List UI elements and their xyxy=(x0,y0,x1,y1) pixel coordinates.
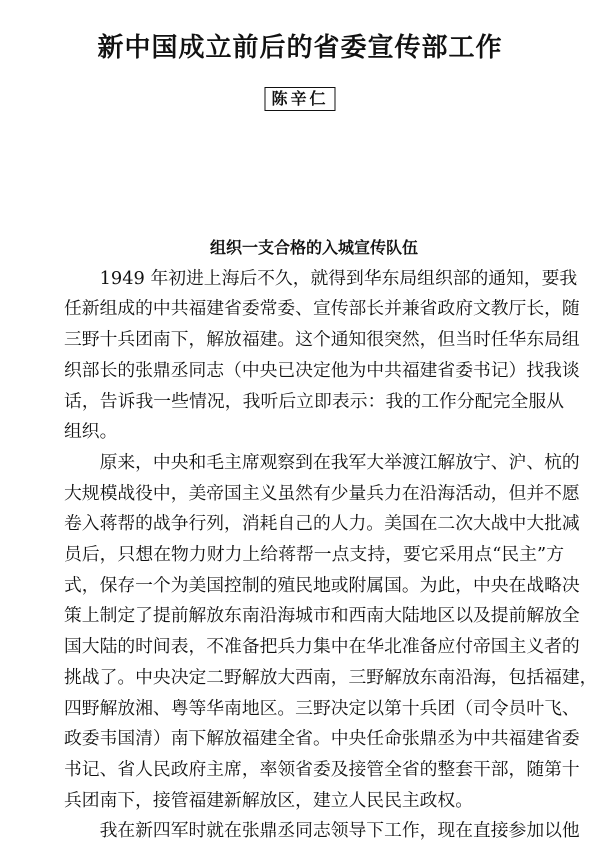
text-line: 织部长的张鼎丞同志（中央已决定他为中共福建省委书记）找我谈 xyxy=(64,359,580,381)
text-line: 四野解放湘、粤等华南地区。三野决定以第十兵团（司令员叶飞、 xyxy=(64,697,580,719)
text-line: 原来，中央和毛主席观察到在我军大举渡江解放宁、沪、杭的 xyxy=(64,451,580,473)
text-line: 话，告诉我一些情况，我听后立即表示：我的工作分配完全服从 xyxy=(64,390,564,412)
text-line: 策上制定了提前解放东南沿海城市和西南大陆地区以及提前解放全 xyxy=(64,605,580,627)
author-name: 陈辛仁 xyxy=(264,87,335,111)
text-line: 国大陆的时间表，不准备把兵力集中在华北准备应付帝国主义者的 xyxy=(64,636,580,658)
section-heading: 组织一支合格的入城宣传队伍 xyxy=(209,238,418,257)
text-line: 政委韦国清）南下解放福建全省。中央任命张鼎丞为中共福建省委 xyxy=(64,728,580,750)
text-line: 卷入蒋帮的战争行列，消耗自己的人力。美国在二次大战中大批减 xyxy=(64,513,580,535)
text-line: 大规模战役中，美帝国主义虽然有少量兵力在沿海活动，但并不愿 xyxy=(64,482,580,504)
paragraph xyxy=(64,448,598,816)
text-line: 员后，只想在物力财力上给蒋帮一点支持，要它采用点“民主”方 xyxy=(64,544,564,566)
page-title: 新中国成立前后的省委宣传部工作 xyxy=(97,33,503,63)
text-line: 书记、省人民政府主席，率领省委及接管全省的整套干部，随第十 xyxy=(64,758,580,780)
text-line: 挑战了。中央决定二野解放大西南，三野解放东南沿海，包括福建， xyxy=(64,666,598,688)
text-line: 组织。 xyxy=(64,421,118,443)
text-line: 我在新四军时就在张鼎丞同志领导下工作，现在直接参加以他 xyxy=(64,820,580,842)
paragraph xyxy=(64,816,580,847)
text-line: 任新组成的中共福建省委常委、宣传部长并兼省政府文教厅长，随 xyxy=(64,298,580,320)
paragraph xyxy=(64,264,580,448)
text-line: 1949 年初进上海后不久，就得到华东局组织部的通知，要我 xyxy=(64,267,578,289)
document-body xyxy=(64,233,598,847)
text-line: 式，保存一个为美国控制的殖民地或附属国。为此，中央在战略决 xyxy=(64,574,580,596)
text-line: 三野十兵团南下，解放福建。这个通知很突然，但当时任华东局组 xyxy=(64,329,580,351)
text-line: 兵团南下，接管福建新解放区，建立人民民主政权。 xyxy=(64,789,473,811)
